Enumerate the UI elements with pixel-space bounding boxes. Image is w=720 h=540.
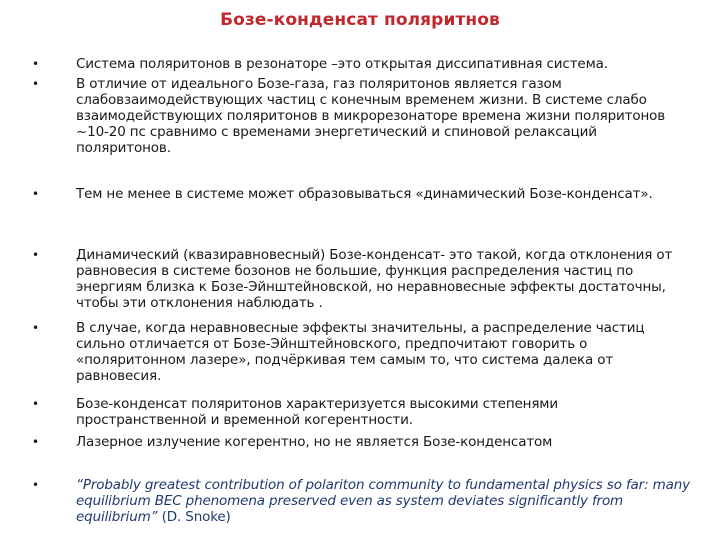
- quote-author: (D. Snoke): [161, 509, 231, 525]
- bullet-dot: •: [32, 187, 39, 201]
- bullet-item: [32, 434, 692, 450]
- bullet-dot: •: [32, 478, 39, 492]
- quote-text: “Probably greatest contribution of polariton community to fundamental physics so far: many equilibrium BEC phenomena preserved even as system deviates significantly from equilibrium”: [76, 477, 690, 525]
- bullet-dot: •: [32, 248, 39, 262]
- bullet-item: [32, 247, 692, 311]
- bullet-text: Динамический (квазиравновесный) Бозе-конденсат- это такой, когда отклонения от равновесия в системе бозонов не большие, функция распределения частиц по энергиям близка к Бозе-Эйнштейновской, но неравновесные эффекты достаточны, чтобы эти отклонения наблюдать .: [76, 247, 673, 311]
- bullet-item: [32, 396, 692, 428]
- bullet-dot: •: [32, 435, 39, 449]
- quote-item: [32, 477, 692, 525]
- bullet-text: Бозе-конденсат поляритонов характеризуется высокими степенями пространственной и временной когерентности.: [76, 396, 558, 428]
- bullet-text: В отличие от идеального Бозе-газа, газ поляритонов является газом слабовзаимодействующих частиц с конечным временем жизни. В системе слабо взаимодействующих поляритонов в микрорезонаторе времена жизни поляритонов ~10-20 пс сравнимо с временами энергетический и спиновой релаксаций поляритонов.: [76, 76, 666, 156]
- slide-title: Бозе-конденсат поляритнов: [220, 10, 500, 30]
- bullet-dot: •: [32, 77, 39, 91]
- bullet-text: В случае, когда неравновесные эффекты значительны, а распределение частиц сильно отличается от Бозе-Эйнштейновского, предпочитают говорить о «поляритонном лазере», подчёркивая тем самым то, что система далека от равновесия.: [76, 320, 645, 384]
- bullet-text: Система поляритонов в резонаторе –это открытая диссипативная система.: [76, 56, 608, 72]
- bullet-item: [32, 320, 692, 384]
- bullet-text: Лазерное излучение когерентно, но не является Бозе-конденсатом: [76, 434, 553, 450]
- bullet-item: [32, 76, 692, 156]
- bullet-item: [32, 56, 692, 72]
- bullet-dot: •: [32, 321, 39, 335]
- bullet-dot: •: [32, 57, 39, 71]
- bullet-text: Тем не менее в системе может образовываться «динамический Бозе-конденсат».: [76, 186, 653, 202]
- bullet-dot: •: [32, 397, 39, 411]
- bullet-item: [32, 186, 692, 202]
